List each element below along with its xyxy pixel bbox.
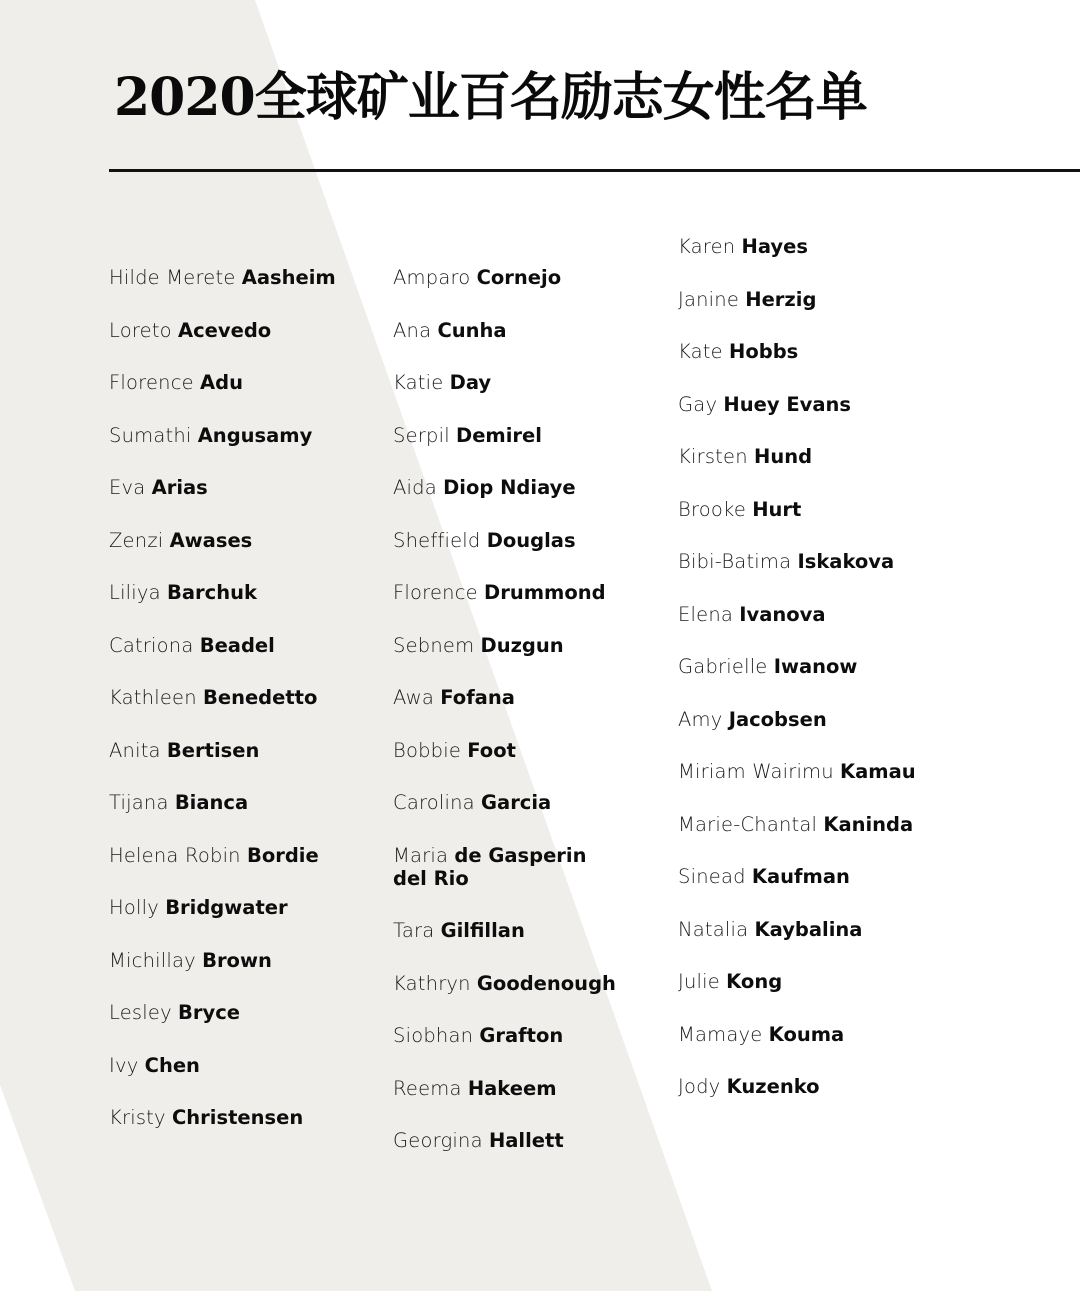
last-name: Gilfillan: [440, 919, 525, 942]
honoree-name: [393, 529, 653, 552]
first-name: Gay: [678, 392, 718, 416]
last-name: Barchuk: [167, 581, 257, 604]
first-name: Sumathi: [109, 423, 192, 447]
honoree-name: [393, 371, 653, 394]
last-name: Demirel: [456, 423, 542, 447]
first-name: Liliya: [109, 581, 161, 604]
first-name: Carolina: [393, 791, 475, 814]
last-name: Hayes: [741, 235, 808, 258]
first-name: Awa: [393, 686, 435, 709]
last-name: Hobbs: [729, 340, 799, 363]
honoree-name: [109, 581, 369, 604]
honoree-name: [678, 760, 938, 783]
honoree-name: [393, 266, 653, 289]
last-name: Hakeem: [467, 1076, 557, 1100]
honoree-name: [678, 865, 938, 888]
last-name: Acevedo: [178, 318, 272, 342]
last-name: Bertisen: [166, 738, 260, 762]
first-name: Reema: [393, 1076, 462, 1100]
honoree-name: [678, 498, 938, 521]
first-name: Eva: [109, 476, 146, 499]
honoree-name: [393, 791, 653, 814]
last-name: Kouma: [768, 1022, 845, 1046]
last-name: Hund: [754, 445, 813, 468]
first-name: Florence: [109, 371, 194, 394]
honoree-name: [109, 739, 369, 762]
first-name: Serpil: [393, 423, 450, 447]
honoree-name: [393, 476, 653, 499]
honoree-name: [678, 550, 938, 573]
first-name: Hilde Merete: [109, 266, 236, 289]
honoree-name: [678, 655, 938, 678]
first-name: Mamaye: [678, 1022, 763, 1046]
first-name: Sebnem: [393, 633, 475, 657]
last-name: Cornejo: [476, 266, 562, 289]
first-name: Helena Robin: [109, 843, 241, 867]
honoree-name: [678, 340, 938, 363]
first-name: Kirsten: [678, 445, 748, 468]
honoree-name: [109, 1054, 369, 1077]
first-name: Lesley: [109, 1001, 172, 1024]
name-column-1: [109, 266, 369, 1159]
last-name: Arias: [151, 476, 208, 499]
honoree-name: [109, 634, 369, 657]
last-name: Beadel: [199, 633, 275, 657]
first-name: Loreto: [109, 318, 172, 342]
first-name: Elena: [678, 602, 734, 626]
last-name: Awases: [169, 528, 253, 552]
first-name: Sinead: [678, 865, 746, 888]
honoree-name: [109, 844, 369, 867]
honoree-name: [109, 424, 369, 447]
first-name: Janine: [678, 287, 740, 311]
honoree-name: [678, 1023, 938, 1046]
honoree-name: [109, 319, 369, 342]
honoree-name: [678, 288, 938, 311]
honoree-name: [393, 739, 653, 762]
last-name: Brown: [202, 948, 272, 972]
first-name: Florence: [393, 581, 478, 604]
first-name: Siobhan: [393, 1024, 474, 1047]
name-column-2: [393, 266, 653, 1182]
last-name: Kong: [726, 970, 783, 993]
honoree-name: [109, 529, 369, 552]
first-name: Catriona: [109, 633, 194, 657]
last-name: Jacobsen: [728, 707, 827, 731]
last-name: Day: [449, 371, 492, 394]
first-name: Julie: [678, 970, 720, 993]
first-name: Brooke: [678, 497, 747, 521]
honoree-name: [678, 393, 938, 416]
honoree-name: [393, 686, 653, 709]
first-name: Katie: [393, 371, 444, 394]
honoree-name: [678, 813, 938, 836]
honoree-name: [678, 445, 938, 468]
first-name: Zenzi: [109, 528, 164, 552]
last-name: Foot: [467, 738, 516, 762]
last-name: Huey Evans: [723, 392, 852, 416]
first-name: Karen: [678, 235, 736, 258]
first-name: Maria: [393, 843, 449, 867]
last-name: Douglas: [486, 528, 576, 552]
first-name: Tijana: [109, 791, 169, 814]
honoree-name: [678, 235, 938, 258]
honoree-name: [678, 970, 938, 993]
honoree-name: [393, 424, 653, 447]
last-name: Kaninda: [823, 812, 914, 836]
last-name: Iwanow: [773, 655, 858, 678]
honoree-name: [109, 476, 369, 499]
first-name: Kathleen: [109, 686, 197, 709]
last-name: Benedetto: [202, 686, 318, 709]
honoree-name: [678, 603, 938, 626]
first-name: Marie-Chantal: [678, 812, 818, 836]
last-name: de Gasperin del Rio: [393, 843, 587, 890]
honoree-name: [678, 708, 938, 731]
last-name: Drummond: [484, 581, 606, 604]
last-name: Grafton: [479, 1024, 564, 1047]
first-name: Bobbie: [393, 738, 462, 762]
honoree-name: [393, 581, 653, 604]
last-name: Angusamy: [197, 423, 313, 447]
first-name: Miriam Wairimu: [678, 760, 834, 783]
last-name: Fofana: [440, 686, 515, 709]
last-name: Herzig: [745, 287, 817, 311]
last-name: Garcia: [481, 791, 552, 814]
first-name: Kristy: [109, 1106, 166, 1129]
last-name: Bianca: [174, 791, 249, 814]
first-name: Gabrielle: [678, 655, 768, 678]
honoree-name: [109, 896, 369, 919]
honoree-name: [393, 634, 653, 657]
honoree-name: [109, 791, 369, 814]
first-name: Michillay: [109, 948, 196, 972]
first-name: Aida: [393, 476, 437, 499]
last-name: Goodenough: [476, 971, 616, 995]
last-name: Iskakova: [797, 550, 895, 573]
first-name: Amy: [678, 707, 723, 731]
last-name: Kamau: [840, 760, 916, 783]
honoree-name: [109, 371, 369, 394]
first-name: Ana: [393, 318, 432, 342]
first-name: Georgina: [393, 1129, 483, 1152]
last-name: Bryce: [178, 1001, 241, 1024]
first-name: Amparo: [393, 266, 471, 289]
last-name: Diop Ndiaye: [443, 476, 576, 499]
first-name: Kate: [678, 340, 723, 363]
last-name: Bordie: [246, 843, 319, 867]
honoree-name: [109, 1001, 369, 1024]
honoree-name: [393, 1077, 653, 1100]
last-name: Chen: [144, 1053, 200, 1077]
first-name: Ivy: [109, 1053, 139, 1077]
last-name: Kaufman: [751, 865, 850, 888]
last-name: Hallett: [488, 1129, 564, 1152]
honoree-name: [393, 1024, 653, 1047]
last-name: Adu: [200, 371, 243, 394]
first-name: Anita: [109, 738, 161, 762]
honoree-name: [393, 972, 653, 995]
honoree-name: [109, 949, 369, 972]
last-name: Hurt: [752, 497, 802, 521]
first-name: Kathryn: [393, 971, 471, 995]
last-name: Aasheim: [241, 266, 336, 289]
first-name: Tara: [393, 919, 435, 942]
last-name: Ivanova: [739, 602, 826, 626]
last-name: Kaybalina: [754, 917, 863, 941]
last-name: Duzgun: [480, 633, 564, 657]
last-name: Cunha: [437, 318, 507, 342]
first-name: Holly: [109, 896, 159, 919]
first-name: Jody: [678, 1075, 721, 1098]
last-name: Kuzenko: [726, 1075, 820, 1098]
first-name: Sheffield: [393, 528, 481, 552]
honoree-name: [678, 1075, 938, 1098]
first-name: Natalia: [678, 917, 749, 941]
title-divider: [109, 169, 1080, 172]
honoree-name: [109, 1106, 369, 1129]
honoree-name: [393, 1129, 653, 1152]
honoree-name: [109, 686, 369, 709]
honoree-name: [393, 844, 593, 890]
honoree-name: [393, 919, 653, 942]
honoree-name: [109, 266, 369, 289]
first-name: Bibi-Batima: [678, 550, 792, 573]
name-column-3: [678, 235, 938, 1128]
page-title: 2020全球矿业百名励志女性名单: [114, 67, 867, 128]
last-name: Bridgwater: [165, 896, 288, 919]
honoree-name: [678, 918, 938, 941]
honoree-name: [393, 319, 653, 342]
last-name: Christensen: [171, 1106, 304, 1129]
